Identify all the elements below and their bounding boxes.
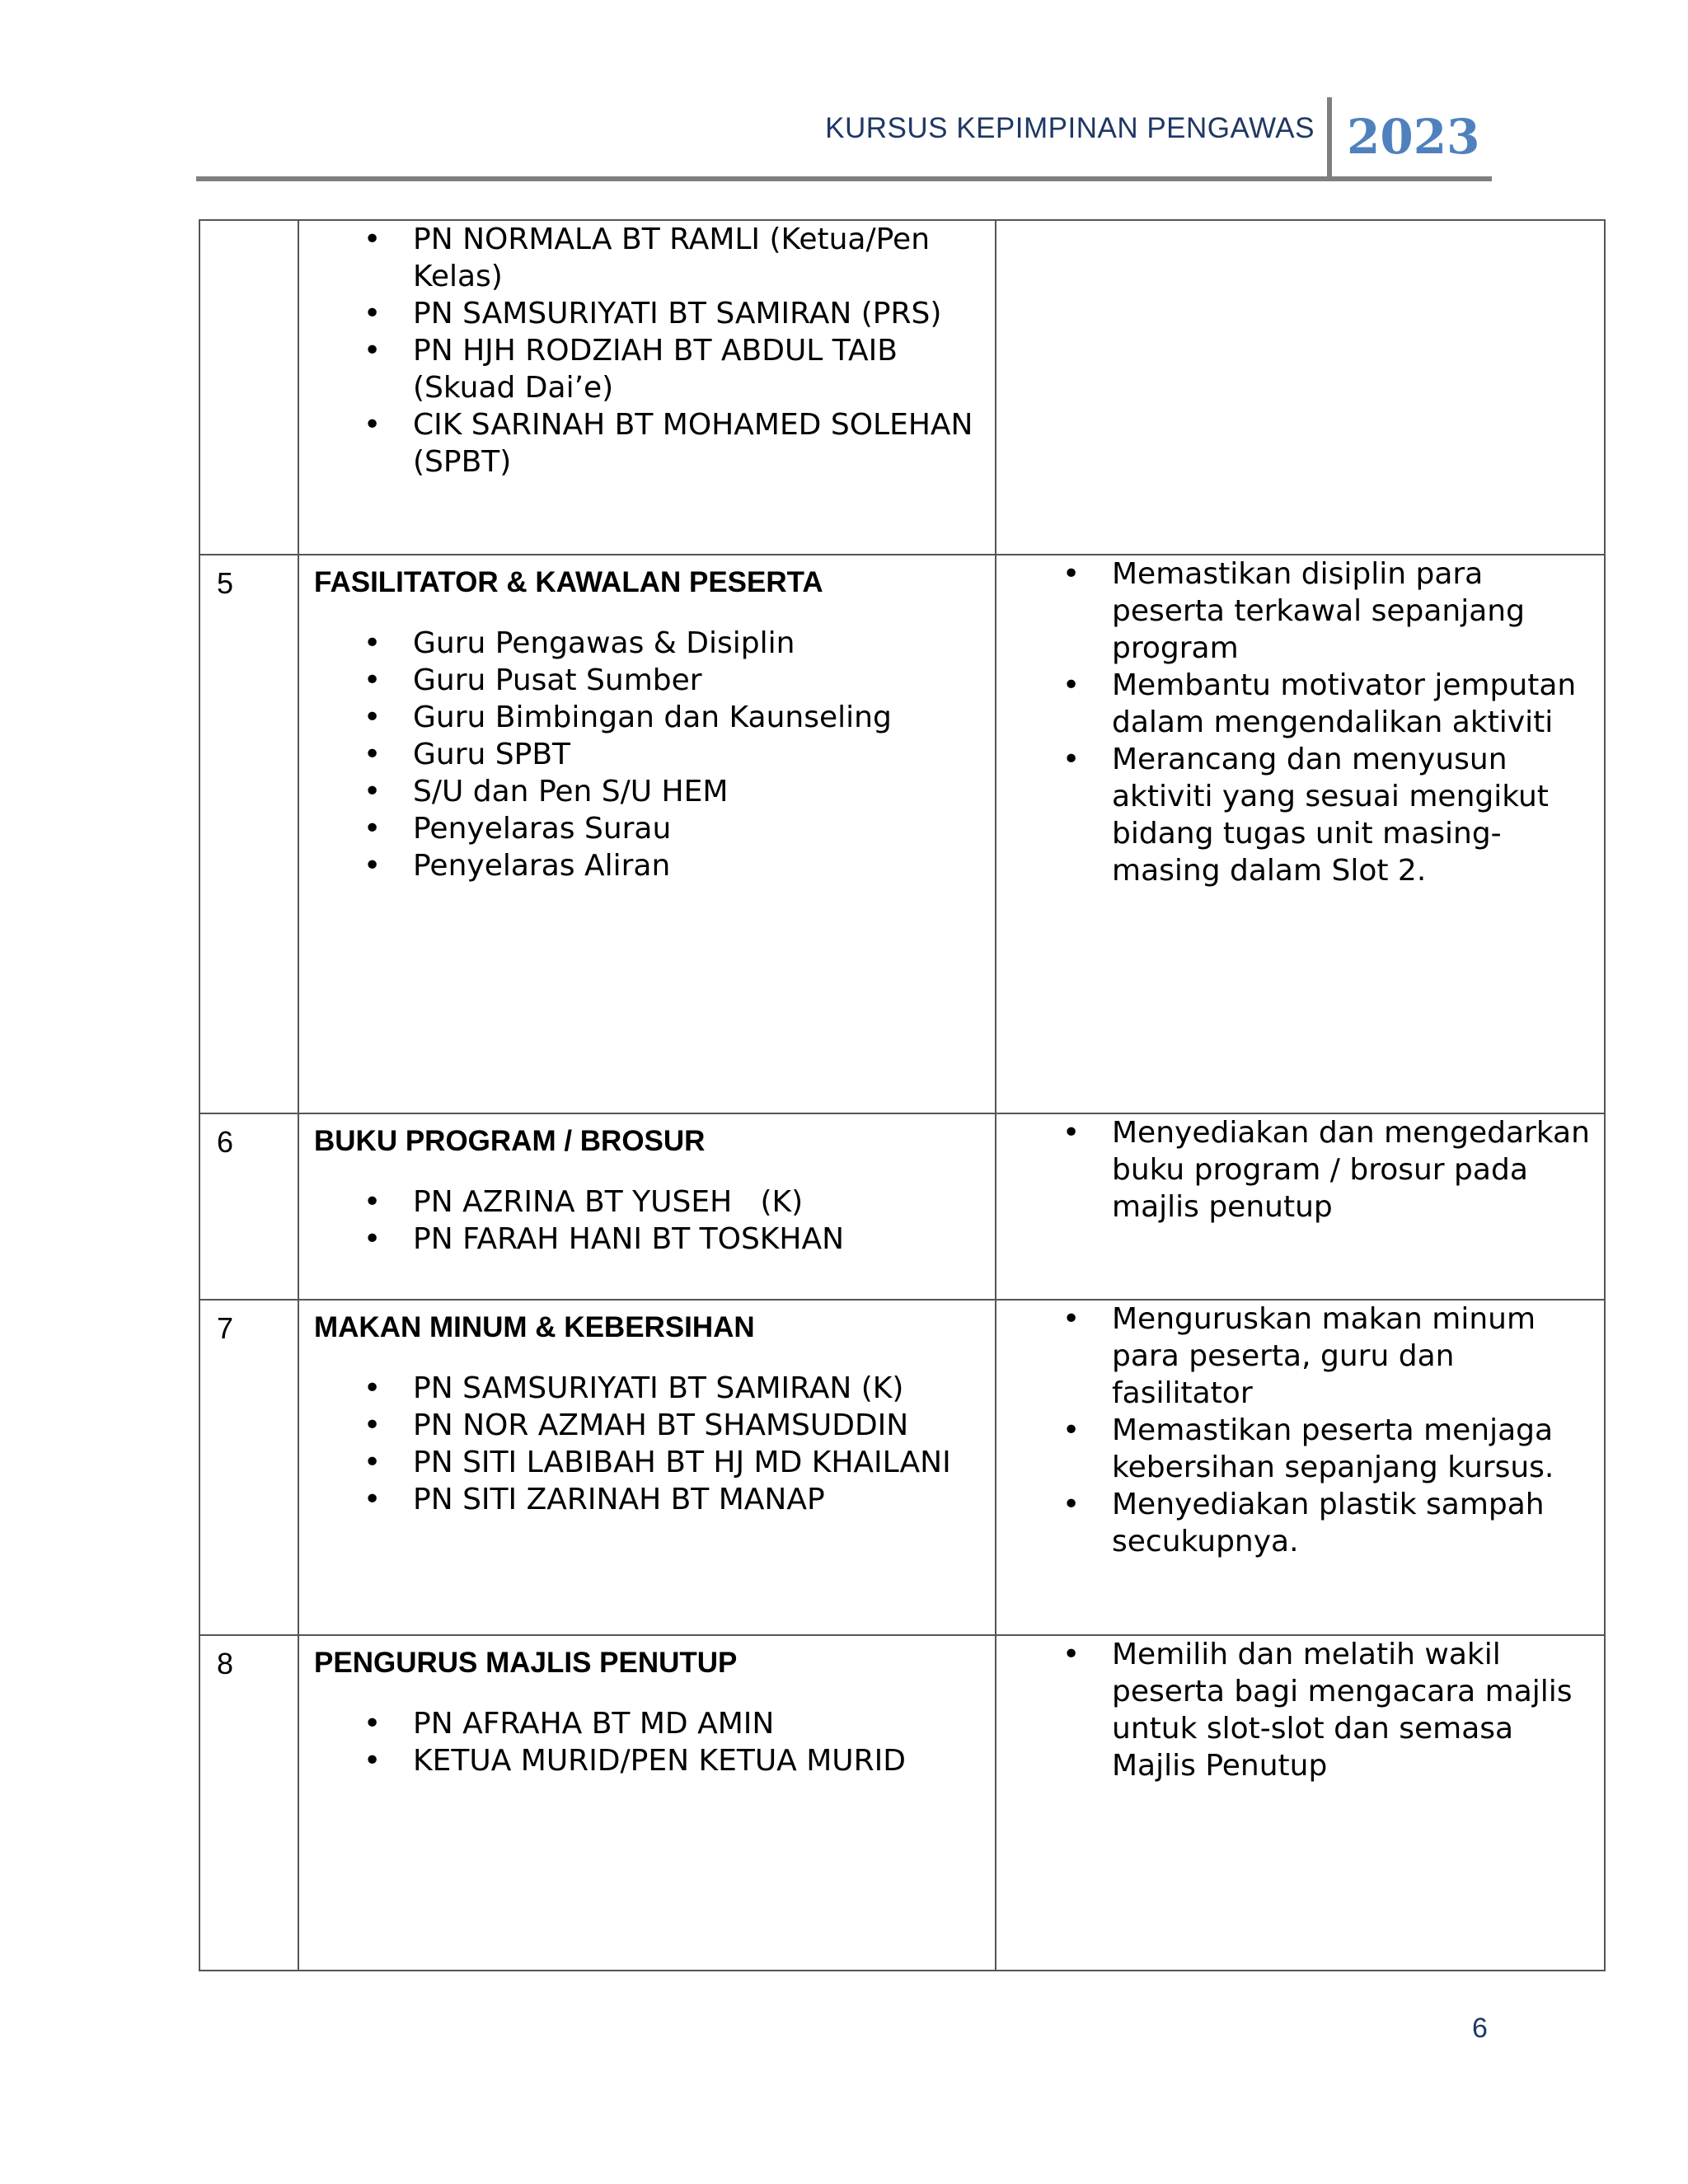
bullet-icon: • (363, 223, 382, 256)
task-list (996, 1301, 1604, 1560)
committee-table (199, 219, 1606, 1971)
list-item: • Merancang dan menyusun aktiviti yang sesuai mengikut bidang tugas unit masing-masing dalam Slot 2. (1062, 743, 1549, 888)
task-cell (996, 1300, 1605, 1635)
bullet-icon: • (363, 663, 382, 697)
table-row (199, 555, 1605, 1113)
list-item: • PN AFRAHA BT MD AMIN (363, 1707, 775, 1741)
list-item: • Menyediakan plastik sampah secukupnya. (1062, 1488, 1545, 1558)
row-number-cell (199, 220, 298, 555)
list-item: • Membantu motivator jemputan dalam mengendalikan aktiviti (1062, 668, 1577, 739)
member-list (299, 1370, 995, 1518)
unit-title: PENGURUS MAJLIS PENUTUP (314, 1647, 738, 1679)
bullet-icon: • (363, 775, 382, 808)
list-item: • Memastikan disiplin para peserta terkawal sepanjang program (1062, 557, 1525, 665)
bullet-icon: • (1062, 1302, 1081, 1336)
committee-cell (298, 555, 996, 1113)
list-item: • Penyelaras Aliran (363, 849, 671, 883)
bullet-icon: • (363, 626, 382, 660)
row-number: 6 (217, 1125, 234, 1159)
committee-cell (298, 1113, 996, 1300)
table-row (199, 1113, 1605, 1300)
task-list (996, 1636, 1604, 1784)
bullet-icon: • (363, 1222, 382, 1256)
row-number: 8 (217, 1647, 234, 1680)
bullet-icon: • (363, 1744, 382, 1778)
bullet-icon: • (363, 297, 382, 330)
row-number-cell (199, 555, 298, 1113)
bullet-icon: • (363, 334, 382, 368)
list-item: • PN FARAH HANI BT TOSKHAN (363, 1222, 845, 1256)
bullet-icon: • (363, 408, 382, 442)
bullet-icon: • (363, 1446, 382, 1479)
task-cell (996, 1635, 1605, 1971)
list-item: • PN SITI ZARINAH BT MANAP (363, 1483, 825, 1516)
row-number-cell (199, 1113, 298, 1300)
header-rule (196, 176, 1492, 181)
list-item: • PN SAMSURIYATI BT SAMIRAN (K) (363, 1371, 904, 1405)
bullet-icon: • (363, 812, 382, 846)
committee-cell (298, 1300, 996, 1635)
bullet-icon: • (363, 849, 382, 883)
list-item: • Menyediakan dan mengedarkan buku program / brosur pada majlis penutup (1062, 1116, 1590, 1224)
bullet-icon: • (1062, 557, 1081, 591)
bullet-icon: • (1062, 1488, 1081, 1521)
bullet-icon: • (363, 701, 382, 734)
member-list (299, 1705, 995, 1779)
bullet-icon: • (1062, 743, 1081, 776)
list-item: • PN SITI LABIBAH BT HJ MD KHAILANI (363, 1446, 951, 1479)
task-cell (996, 220, 1605, 555)
list-item: • Guru Pengawas & Disiplin (363, 626, 795, 660)
list-item: • PN NORMALA BT RAMLI (Ketua/Pen Kelas) (363, 223, 931, 293)
bullet-icon: • (363, 1707, 382, 1741)
header-separator (1327, 97, 1332, 180)
table-row (199, 1635, 1605, 1971)
list-item: • KETUA MURID/PEN KETUA MURID (363, 1744, 907, 1778)
page-number: 6 (1472, 2013, 1488, 2044)
unit-title: MAKAN MINUM & KEBERSIHAN (314, 1311, 755, 1343)
member-list (299, 221, 995, 480)
header-title: KURSUS KEPIMPINAN PENGAWAS (825, 112, 1315, 144)
row-number: 5 (217, 566, 234, 600)
row-number-cell (199, 1635, 298, 1971)
bullet-icon: • (363, 1371, 382, 1405)
committee-cell (298, 1635, 996, 1971)
list-item: • Memilih dan melatih wakil peserta bagi mengacara majlis untuk slot-slot dan semasa Majlis Penutup (1062, 1638, 1573, 1783)
bullet-icon: • (363, 1408, 382, 1442)
bullet-icon: • (1062, 1413, 1081, 1447)
list-item: • Penyelaras Surau (363, 812, 672, 846)
bullet-icon: • (363, 738, 382, 771)
member-list (299, 1183, 995, 1258)
bullet-icon: • (1062, 668, 1081, 702)
member-list (299, 625, 995, 884)
list-item: • PN HJH RODZIAH BT ABDUL TAIB (Skuad Dai’e) (363, 334, 898, 405)
bullet-icon: • (1062, 1638, 1081, 1671)
list-item: • PN SAMSURIYATI BT SAMIRAN (PRS) (363, 297, 942, 330)
list-item: • Menguruskan makan minum para peserta, guru dan fasilitator (1062, 1302, 1536, 1410)
task-cell (996, 555, 1605, 1113)
bullet-icon: • (1062, 1116, 1081, 1150)
row-number: 7 (217, 1311, 234, 1345)
list-item: • PN NOR AZMAH BT SHAMSUDDIN (363, 1408, 909, 1442)
unit-title: FASILITATOR & KAWALAN PESERTA (314, 566, 823, 598)
task-list (996, 555, 1604, 889)
unit-title: BUKU PROGRAM / BROSUR (314, 1125, 706, 1157)
header-year: 2023 (1347, 109, 1480, 165)
bullet-icon: • (363, 1185, 382, 1219)
list-item: • Guru Bimbingan dan Kaunseling (363, 701, 892, 734)
table-row (199, 1300, 1605, 1635)
list-item: • Guru Pusat Sumber (363, 663, 702, 697)
bullet-icon: • (363, 1483, 382, 1516)
task-list (996, 1114, 1604, 1226)
list-item: • Memastikan peserta menjaga kebersihan sepanjang kursus. (1062, 1413, 1554, 1484)
task-cell (996, 1113, 1605, 1300)
list-item: • S/U dan Pen S/U HEM (363, 775, 729, 808)
committee-cell (298, 220, 996, 555)
list-item: • CIK SARINAH BT MOHAMED SOLEHAN (SPBT) (363, 408, 973, 479)
table-row (199, 220, 1605, 555)
list-item: • PN AZRINA BT YUSEH (K) (363, 1185, 804, 1219)
list-item: • Guru SPBT (363, 738, 571, 771)
row-number-cell (199, 1300, 298, 1635)
